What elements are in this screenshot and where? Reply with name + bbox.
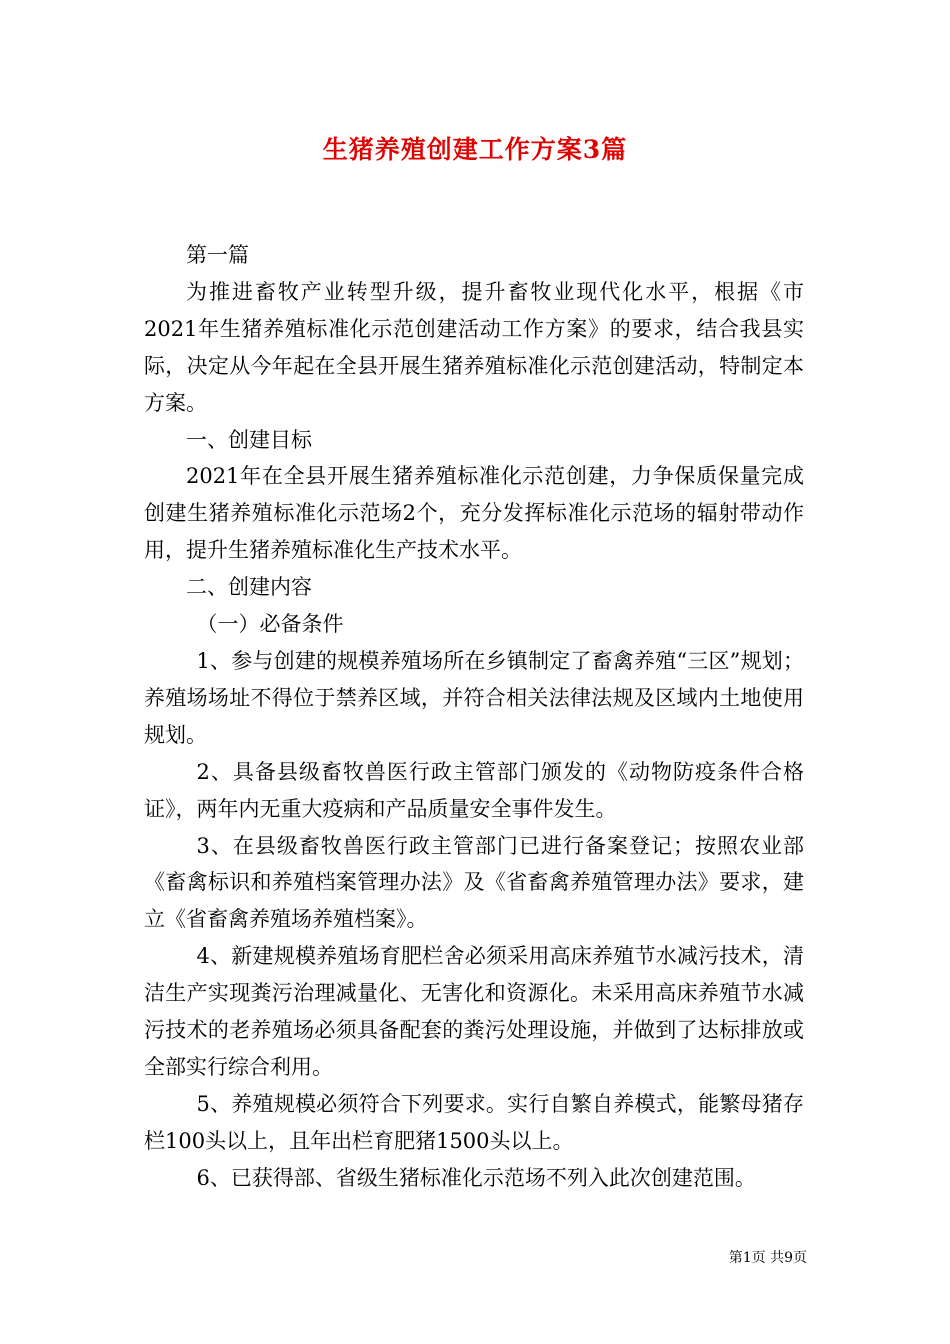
subheading-requirements: （一）必备条件 (196, 612, 344, 637)
section-label-first: 第一篇 (186, 243, 249, 267)
heading-goal: 一、创建目标 (186, 427, 312, 452)
document-title: 生猪养殖创建工作方案3篇 (322, 135, 628, 164)
requirement-item-6: 6、已获得部、省级生猪标准化示范场不列入此次创建范围。 (196, 1165, 756, 1190)
requirement-item-3: 3、在县级畜牧兽医行政主管部门已进行备案登记；按照农业部《畜禽标识和养殖档案管理办法》及《省畜禽养殖管理办法》要求，建立《省畜禽养殖场养殖档案》。 (144, 833, 804, 932)
requirement-item-5: 5、养殖规模必须符合下列要求。实行自繁自养模式，能繁母猪存栏100头以上，且年出栏育肥猪1500头以上。 (144, 1091, 804, 1153)
heading-content: 二、创建内容 (186, 575, 312, 600)
document-body (144, 237, 804, 1197)
page-number-footer: 第1页 共9页 (728, 1250, 807, 1266)
requirement-item-4: 4、新建规模养殖场育肥栏舍必须采用高床养殖节水减污技术，清洁生产实现粪污治理减量化、无害化和资源化。未采用高床养殖节水减污技术的老养殖场必须具备配套的粪污处理设施，并做到了达标排放或全部实行综合利用。 (144, 944, 804, 1079)
paragraph-goal: 2021年在全县开展生猪养殖标准化示范创建，力争保质保量完成创建生猪养殖标准化示范场2个，充分发挥标准化示范场的辐射带动作用，提升生猪养殖标准化生产技术水平。 (144, 464, 804, 563)
paragraph-intro: 为推进畜牧产业转型升级，提升畜牧业现代化水平，根据《市2021年生猪养殖标准化示范创建活动工作方案》的要求，结合我县实际，决定从今年起在全县开展生猪养殖标准化示范创建活动，特制定本方案。 (144, 279, 804, 415)
requirement-item-1: 1、参与创建的规模养殖场所在乡镇制定了畜禽养殖“三区”规划；养殖场场址不得位于禁养区域，并符合相关法律法规及区域内土地使用规划。 (144, 648, 804, 747)
requirement-item-2: 2、具备县级畜牧兽医行政主管部门颁发的《动物防疫条件合格证》，两年内无重大疫病和产品质量安全事件发生。 (144, 759, 804, 821)
